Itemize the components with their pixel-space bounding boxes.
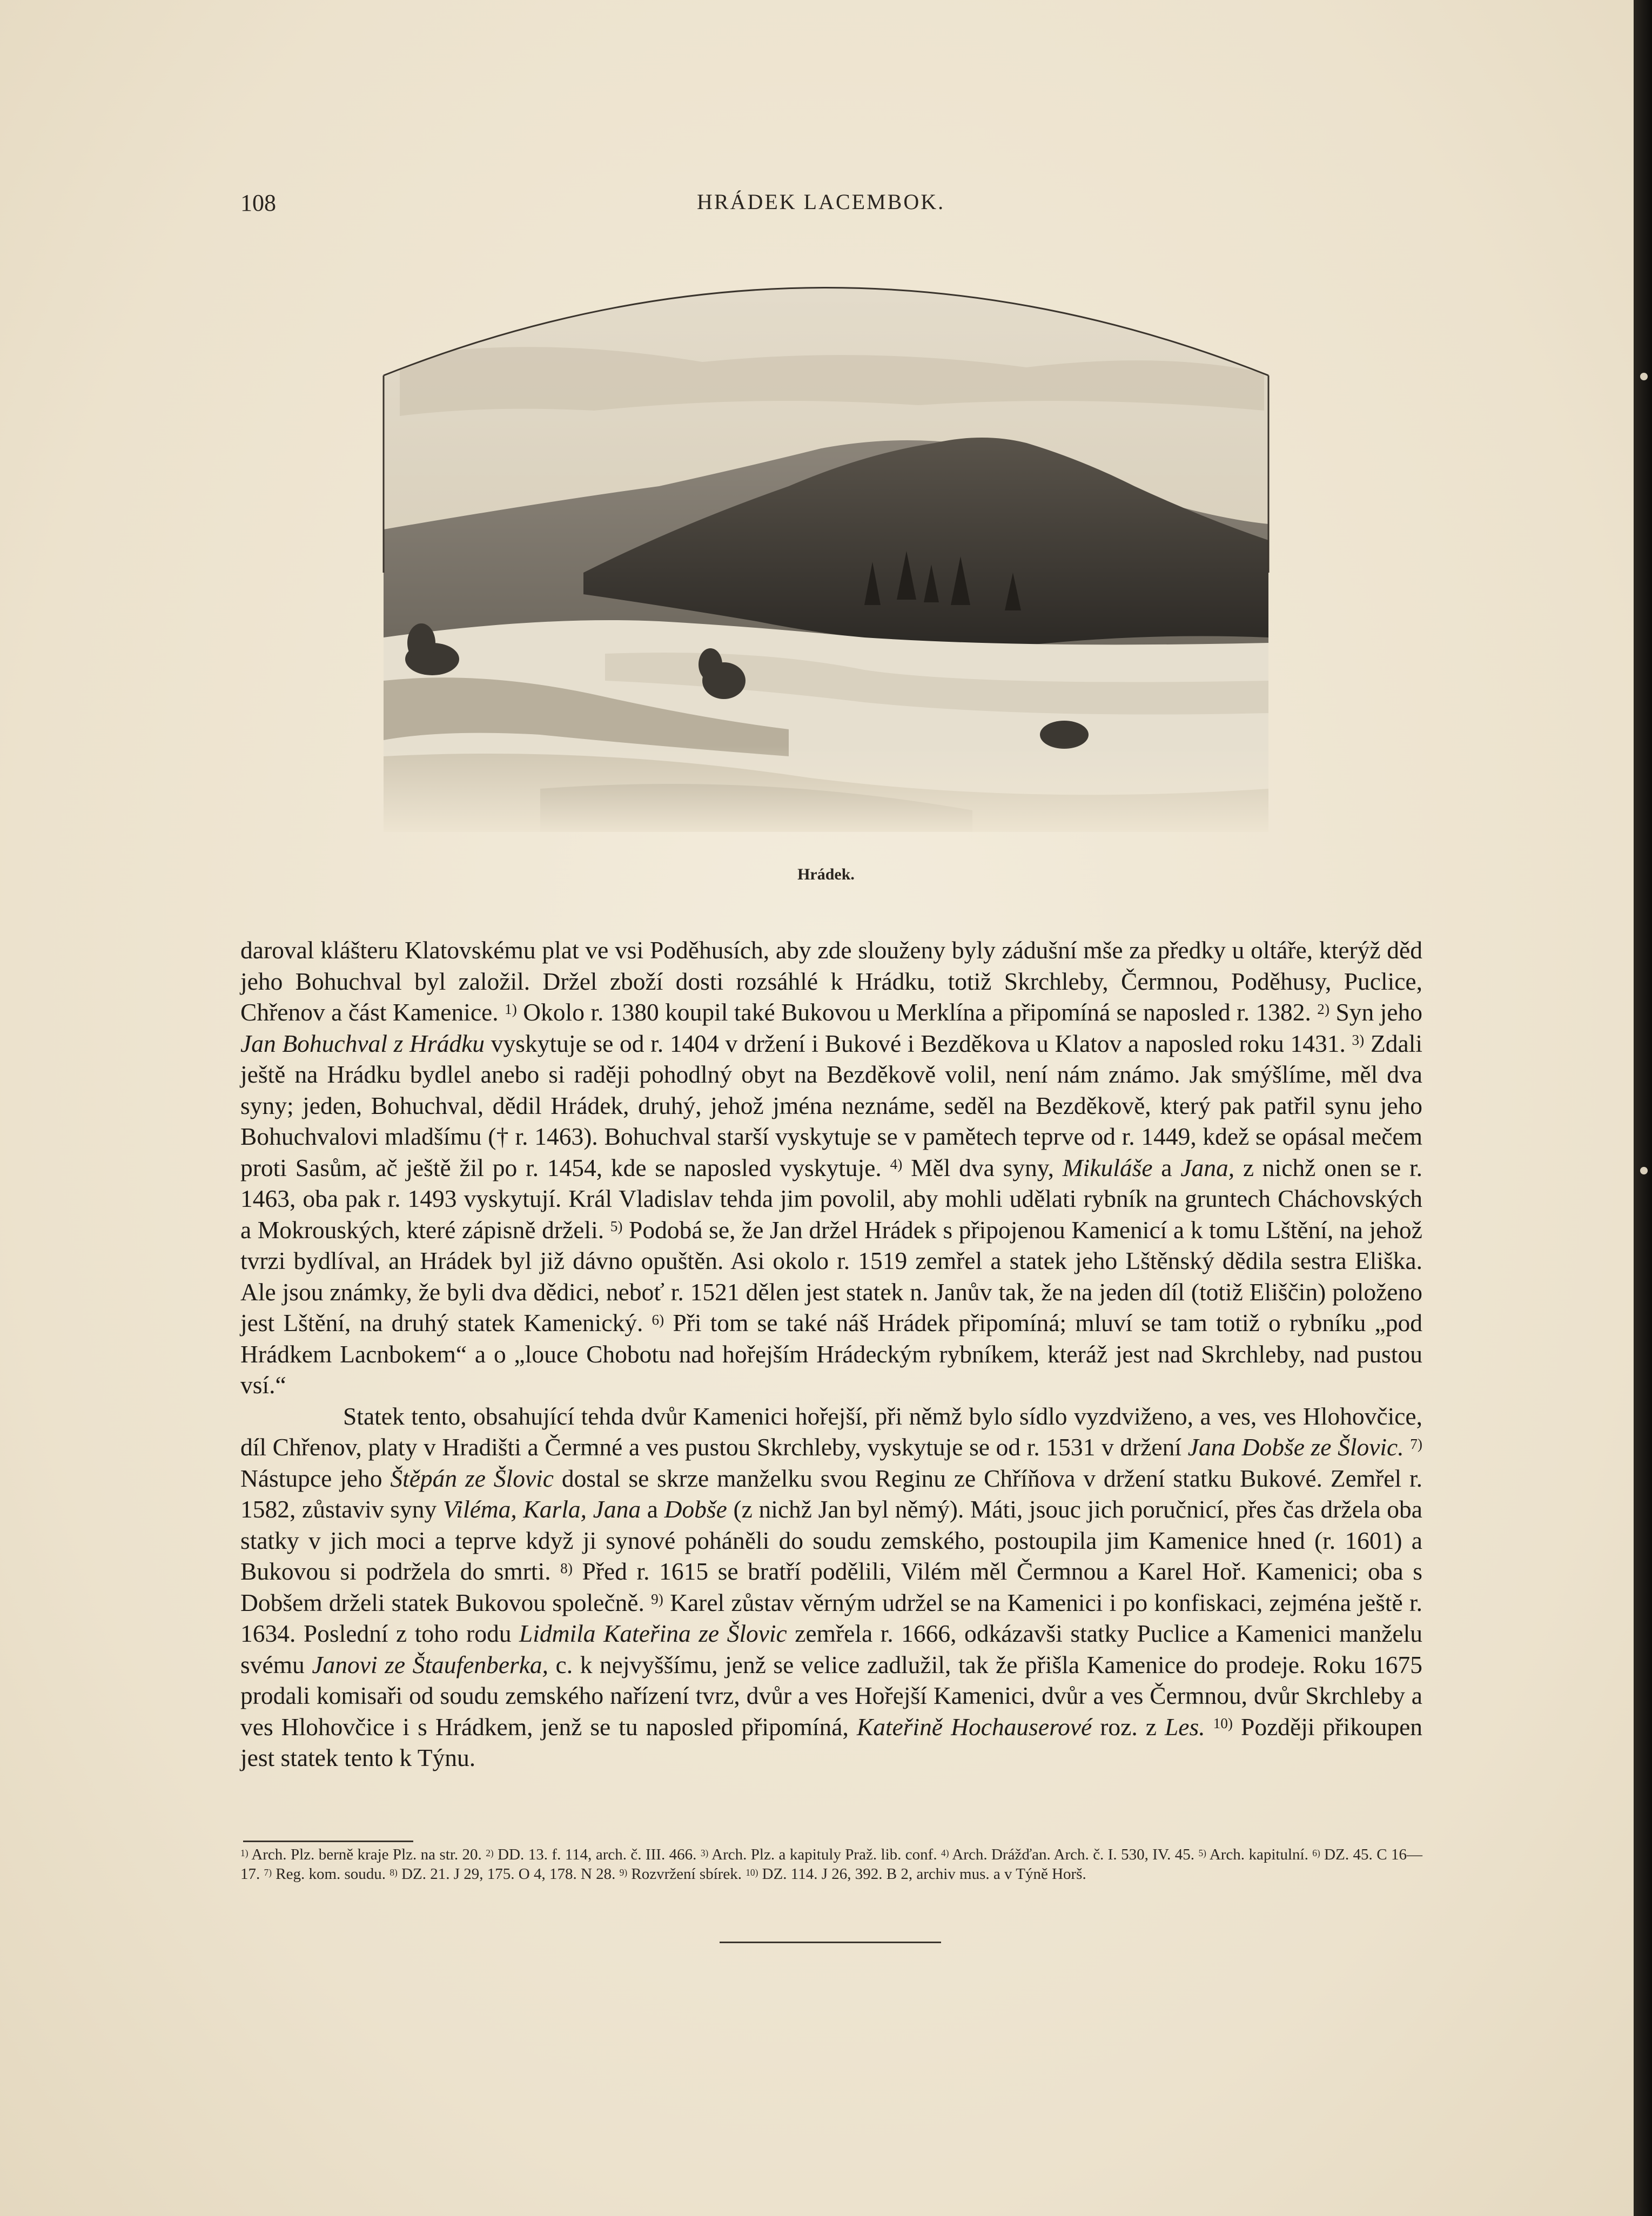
text-run: DZ. 45. C 16—17. xyxy=(240,1846,1422,1883)
italic-name: Jana Dobše ze Šlovic. xyxy=(1187,1433,1404,1461)
footnote-ref: 4) xyxy=(941,1847,949,1858)
paragraph-2 xyxy=(240,1401,1422,1774)
italic-name: Les. xyxy=(1164,1713,1205,1741)
running-title: HRÁDEK LACEMBOK. xyxy=(697,190,945,214)
text-run: Statek tento, obsahující tehda dvůr Kamenici hořejší, při němž bylo sídlo vyzdviženo, a ves, ves Hlohovčice, díl Chřenov, platy v Hradišti a Čermné a ves pustou Skrchleby, vyskytuje se od r. 1531 v držení xyxy=(240,1402,1422,1461)
text-run: Arch. Plz. a kapituly Praž. lib. conf. xyxy=(708,1846,942,1863)
text-run: Arch. kapitulní. xyxy=(1206,1846,1313,1863)
footnote-ref: 3) xyxy=(700,1847,709,1858)
footnote-ref: 7) xyxy=(264,1866,272,1878)
text-run: DZ. 21. J 29, 175. O 4, 178. N 28. xyxy=(397,1865,620,1883)
text-run: Rozvržení sbírek. xyxy=(627,1865,746,1883)
hradek-landscape-engraving xyxy=(378,270,1275,864)
text-run: roz. z xyxy=(1092,1713,1165,1741)
paragraph-1 xyxy=(240,935,1422,1401)
text-run: c. k nejvyššímu, jenž se velice zadlužil, tak že přišla Kamenice do prodeje. Roku 1675 prodali komisaři od soudu zemského nařízení tvrz, dvůr a ves Hořejší Kamenici, dvůr a ves Čermnou, dvůr Skrchleby a ves Hlohovčice i s Hrádkem, jenž se tu naposled připomíná, xyxy=(240,1650,1423,1741)
italic-name: Janovi ze Štaufenberka, xyxy=(312,1650,549,1678)
text-run: Zdali ještě na Hrádku bydlel anebo si raději pohodlný obyt na Bezděkově volil, není nám známo. Jak smýšlíme, měl dva syny; jeden, Bohuchval, dědil Hrádek, druhý, jehož jména neznáme, seděl na Bezděkově, který pak patřil synu jeho Bohuchvalovi mladšímu († r. 1463). Bohuchval starší vyskytuje se v pamětech teprve od r. 1449, kdež se opásal mečem proti Sasům, ač ještě žil po r. 1454, kde se naposled vyskytuje. xyxy=(240,1029,1422,1181)
italic-name: Kateřině Hochauserové xyxy=(856,1713,1092,1741)
text-run: Před r. 1615 se bratří podělili, Vilém měl Čermnou a Karel Hoř. Kamenici; oba s Dobšem drželi statek Bukovou společně. xyxy=(240,1557,1422,1616)
text-run: Měl dva syny, xyxy=(902,1153,1063,1181)
text-run: vyskytuje se od r. 1404 v držení i Bukové i Bezděkova u Klatov a naposled roku 1431. xyxy=(485,1029,1352,1057)
text-run: DZ. 114. J 26, 392. B 2, archiv mus. a v Týně Horš. xyxy=(758,1865,1086,1883)
text-run: (z nichž Jan byl němý). Máti, jsouc jich poručnicí, přes čas držela oba statky v jich moci a teprve když ji synové poháněli do soudu zemského, postoupila jim Kamenice hned (r. 1601) a Bukovou si podržela do smrti. xyxy=(240,1495,1422,1585)
text-run: z nichž onen se r. 1463, oba pak r. 1493 vyskytují. Král Vladislav tehda jim povolil, aby mohli udělati rybník na gruntech Cháchovských a Mokrouských, které zápisně drželi. xyxy=(240,1153,1422,1244)
footnote-ref: 1) xyxy=(505,1000,517,1017)
book-spine-edge xyxy=(1634,0,1652,2216)
text-run: Podobá se, že Jan držel Hrádek s připojenou Kamenicí a k tomu Lštění, na jehož tvrzi bydlíval, an Hrádek byl již dávno opuštěn. Asi okolo r. 1519 zemřel a statek jeho Lštěnský dědila sestra Eliška. Ale jsou známky, že byli dva dědici, neboť r. 1521 dělen jest statek n. Janův tak, že na jeden díl (totiž Eliščin) položeno jest Lštění, na druhý statek Kamenický. xyxy=(240,1216,1422,1337)
text-run: daroval klášteru Klatovskému plat ve vsi Poděhusích, aby zde slouženy byly zádušní mše za předky u oltáře, kterýž děd jeho Bohuchval byl založil. Držel zboží dosti rozsáhlé k Hrádku, totiž Skrchleby, Čermnou, Poděhusy, Puclice, Chřenov a část Kamenice. xyxy=(240,936,1422,1026)
footnote-ref: 8) xyxy=(560,1560,573,1576)
footnote-ref: 6) xyxy=(1312,1847,1320,1858)
italic-name: Jana, xyxy=(1180,1153,1235,1181)
figure-caption: Hrádek. xyxy=(797,865,855,883)
footnote-ref: 10) xyxy=(746,1866,758,1878)
footnote-ref: 4) xyxy=(890,1156,903,1173)
italic-name: Lidmila Kateřina ze Šlovic xyxy=(519,1620,787,1647)
footnote-rule xyxy=(243,1841,413,1842)
footnote-ref: 5) xyxy=(610,1218,623,1235)
end-rule xyxy=(720,1942,941,1943)
footnote-ref: 10) xyxy=(1213,1715,1233,1732)
italic-name: Jan Bohuchval z Hrádku xyxy=(240,1029,485,1057)
footnote-ref: 7) xyxy=(1410,1435,1422,1452)
landscape-illustration xyxy=(378,270,1275,864)
text-run: a xyxy=(641,1495,664,1523)
italic-name: Viléma, Karla, Jana xyxy=(442,1495,641,1523)
footnote-ref: 9) xyxy=(619,1866,628,1878)
page-number: 108 xyxy=(240,190,276,216)
text-run: Později přikoupen jest statek tento k Týnu. xyxy=(240,1713,1423,1771)
italic-name: Štěpán ze Šlovic xyxy=(390,1464,554,1492)
footnote-ref: 5) xyxy=(1198,1847,1206,1858)
text-run: Reg. kom. soudu. xyxy=(272,1865,390,1883)
footnote-ref: 6) xyxy=(652,1311,664,1328)
text-run: Karel zůstav věrným udržel se na Kamenici i po konfiskaci, zejména ještě r. 1634. Poslední z toho rodu xyxy=(240,1588,1422,1647)
footnote-ref: 9) xyxy=(651,1591,663,1608)
text-run xyxy=(1404,1433,1411,1461)
footnote-ref: 3) xyxy=(1352,1032,1365,1049)
italic-name: Dobše xyxy=(664,1495,727,1523)
body-text xyxy=(240,935,1422,1774)
text-run: a xyxy=(1152,1153,1181,1181)
text-run: Syn jeho xyxy=(1329,998,1422,1026)
text-run xyxy=(1205,1713,1213,1741)
footnote-ref: 2) xyxy=(486,1847,494,1858)
text-run: Arch. Plz. berně kraje Plz. na str. 20. xyxy=(248,1846,486,1863)
footnote-ref: 8) xyxy=(390,1866,398,1878)
italic-name: Mikuláše xyxy=(1062,1153,1153,1181)
text-run: Při tom se také náš Hrádek připomíná; mluví se tam totiž o rybníku „pod Hrádkem Lacnbokem“ a o „louce Chobotu nad hořejším Hrádeckým rybníkem, kteráž jest nad Skrchleby, nad pustou vsí.“ xyxy=(240,1309,1422,1399)
text-run: DD. 13. f. 114, arch. č. III. 466. xyxy=(493,1846,701,1863)
text-run: Nástupce jeho xyxy=(240,1464,391,1492)
text-run: Arch. Drážďan. Arch. č. I. 530, IV. 45. xyxy=(949,1846,1199,1863)
text-run: dostal se skrze manželku svou Reginu ze Chříňova v držení statku Bukové. Zemřel r. 1582, zůstaviv syny xyxy=(240,1464,1422,1523)
footnote-ref: 2) xyxy=(1317,1000,1330,1017)
footnote-ref: 1) xyxy=(240,1847,249,1858)
text-run: zemřela r. 1666, odkázavši statky Puclice a Kamenici manželu svému xyxy=(240,1620,1423,1678)
footnotes xyxy=(240,1845,1422,1884)
text-run: Okolo r. 1380 koupil také Bukovou u Merklína a připomíná se naposled r. 1382. xyxy=(516,998,1318,1026)
